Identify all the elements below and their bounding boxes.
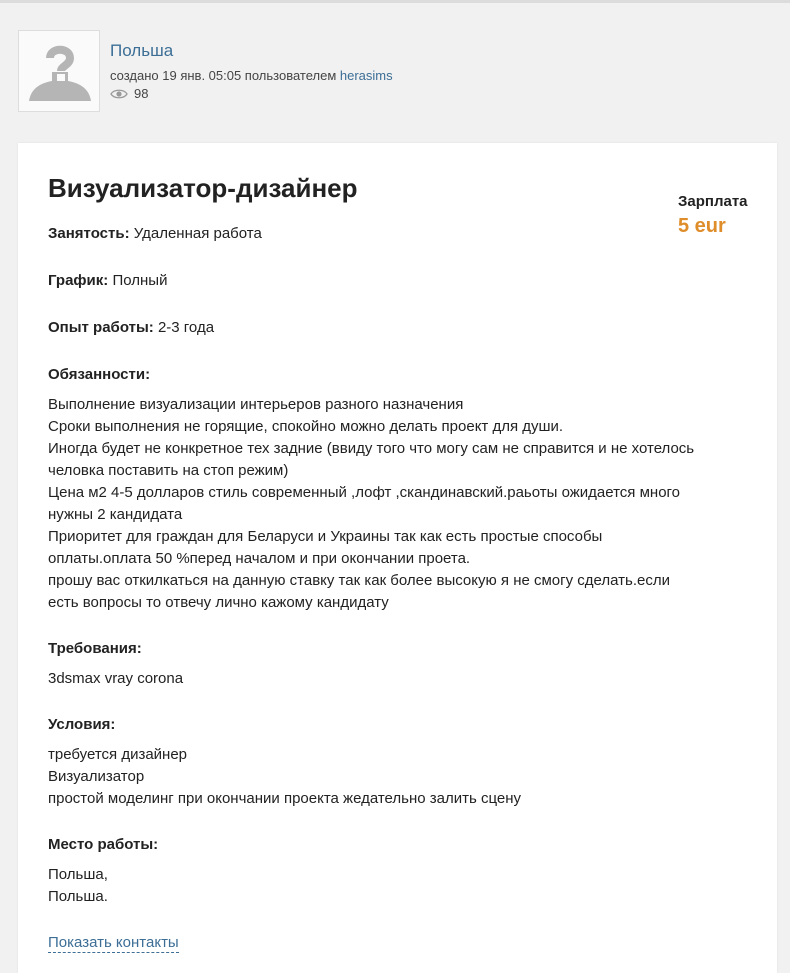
duties-line: прошу вас откилкаться на данную ставку так как более высокую я не смогу сделать.если — [48, 572, 670, 589]
duties-line: Приоритет для граждан для Беларуси и Украины так как есть простые способы — [48, 528, 603, 545]
author-name-link[interactable]: Польша — [110, 41, 174, 60]
experience-label: Опыт работы: — [48, 319, 154, 336]
conditions-text — [48, 744, 748, 810]
experience-value: 2-3 года — [157, 319, 215, 336]
vacancy-card — [18, 143, 777, 973]
schedule-row — [48, 270, 748, 292]
user-placeholder-icon[interactable] — [18, 30, 100, 112]
employment-value: Удаленная работа — [133, 225, 262, 242]
requirements-text — [48, 668, 748, 690]
created-info — [110, 68, 393, 83]
schedule-value: Полный — [112, 272, 168, 289]
duties-line: оплаты.оплата 50 %перед началом и при окончании проета. — [48, 550, 471, 567]
salary-label: Зарплата — [678, 193, 748, 210]
author-username-link[interactable]: herasims — [339, 68, 393, 83]
requirements-title: Требования: — [48, 640, 142, 657]
duties-line: Выполнение визуализации интерьеров разного назначения — [48, 396, 464, 413]
duties-line: человка поставить на стоп режим) — [48, 462, 289, 479]
location-line: Польша. — [48, 888, 108, 905]
top-border — [0, 0, 790, 3]
conditions-line: Визуализатор — [48, 768, 145, 785]
location-title: Место работы: — [48, 836, 159, 853]
experience-row — [48, 317, 748, 339]
duties-line: есть вопросы то отвечу лично кажому кандидату — [48, 594, 389, 611]
views-counter — [110, 86, 148, 101]
vacancy-details — [48, 223, 748, 954]
location-text — [48, 864, 748, 908]
duties-line: Сроки выполнения не горящие, спокойно можно делать проект для души. — [48, 418, 564, 435]
duties-line: Цена м2 4-5 долларов стиль современный ,лофт ,скандинавский.раьоты ожидается много — [48, 484, 681, 501]
conditions-line: простой моделинг при окончании проекта жедательно залить сцену — [48, 790, 522, 807]
show-contacts-link[interactable]: Показать контакты — [48, 934, 179, 951]
salary-value: 5 eur — [678, 215, 726, 237]
location-line: Польша, — [48, 866, 108, 883]
eye-icon — [110, 88, 128, 100]
created-prefix: создано 19 янв. 05:05 пользователем — [110, 68, 337, 83]
employment-row — [48, 223, 748, 245]
schedule-label: График: — [48, 272, 109, 289]
requirements-line: 3dsmax vray corona — [48, 670, 184, 687]
duties-line: Иногда будет не конкретное тех задние (ввиду того что могу сам не справится и не хотелось — [48, 440, 695, 457]
views-count: 98 — [134, 86, 149, 101]
duties-text — [48, 394, 748, 614]
duties-line: нужны 2 кандидата — [48, 506, 183, 523]
duties-title: Обязанности: — [48, 366, 151, 383]
conditions-title: Условия: — [48, 716, 116, 733]
vacancy-title: Визуализатор-дизайнер — [48, 173, 358, 203]
conditions-line: требуется дизайнер — [48, 746, 188, 763]
author-header — [18, 30, 778, 120]
employment-label: Занятость: — [48, 225, 130, 242]
